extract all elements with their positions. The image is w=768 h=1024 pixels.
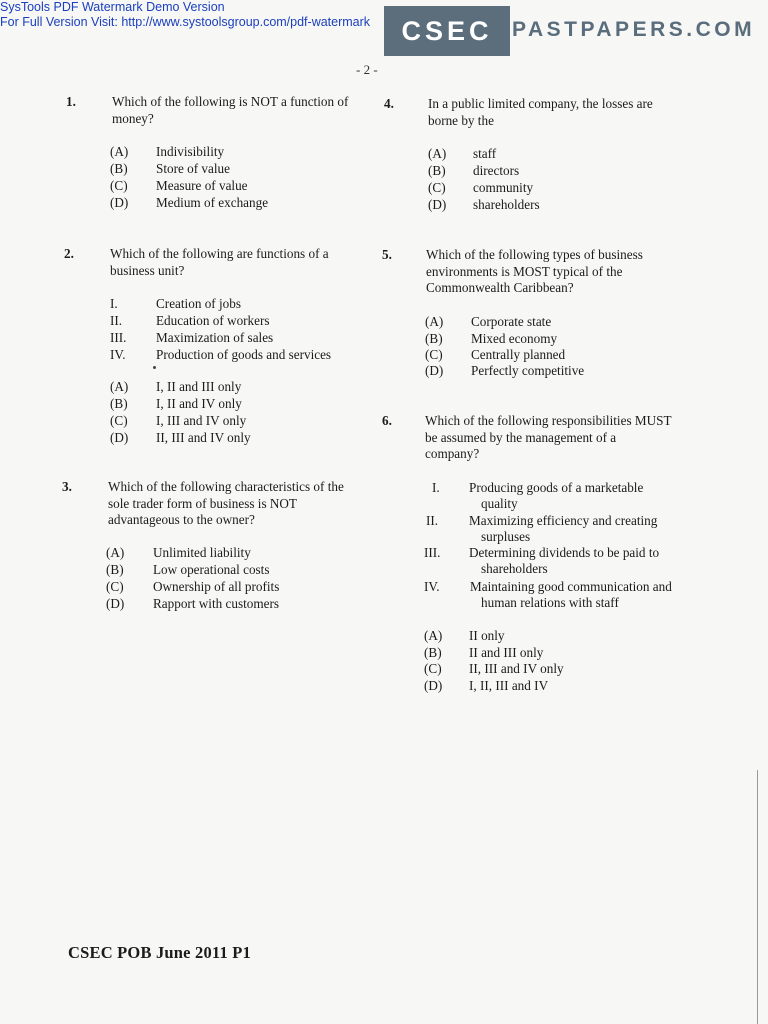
statement-label: IV. — [424, 579, 440, 594]
option-text: community — [473, 180, 534, 195]
option-text: Unlimited liability — [153, 545, 251, 560]
stem-line: business unit? — [110, 262, 185, 278]
option-text: Centrally planned — [471, 347, 566, 362]
option-label: (C) — [425, 347, 443, 362]
option-label: (B) — [110, 396, 128, 411]
statement-text-cont: shareholders — [481, 561, 548, 576]
question-number: 6. — [382, 413, 392, 428]
question-4 — [384, 96, 684, 216]
statement-label: I. — [110, 296, 118, 311]
stem-line: Which of the following types of business — [426, 247, 643, 262]
option-text: I, II, III and IV — [469, 678, 549, 693]
statement-text: Maintaining good communication and — [470, 579, 672, 594]
option-text: Rapport with customers — [153, 596, 279, 611]
stem-line: Which of the following is NOT a function of — [112, 94, 349, 109]
statement-text: Education of workers — [156, 313, 270, 328]
question-1 — [66, 94, 366, 214]
brand-logo — [384, 6, 768, 56]
option-label: (D) — [106, 596, 125, 611]
option-text: Measure of value — [156, 178, 248, 193]
stem-line: environments is MOST typical of the — [426, 263, 623, 279]
watermark-line-1: SysTools PDF Watermark Demo Version — [0, 0, 225, 14]
option-text: staff — [473, 146, 497, 161]
option-text: II, III and IV only — [156, 430, 251, 445]
stem-line: advantageous to the owner? — [108, 512, 255, 527]
question-stem — [108, 479, 344, 529]
question-stem — [428, 96, 653, 129]
option-text: II, III and IV only — [469, 661, 564, 676]
stem-line: borne by the — [428, 112, 494, 128]
option-label: (D) — [424, 678, 443, 693]
option-text: I, II and IV only — [156, 396, 242, 411]
stem-line: money? — [112, 110, 154, 126]
option-label: (C) — [110, 413, 128, 428]
option-text: Indivisibility — [156, 144, 225, 159]
option-text: Perfectly competitive — [471, 363, 585, 378]
option-label: (C) — [428, 180, 446, 195]
stem-line: Which of the following characteristics of the — [108, 479, 344, 494]
question-stem — [110, 246, 329, 279]
watermark-banner — [0, 0, 370, 30]
question-3 — [62, 479, 362, 619]
stem-line: sole trader form of business is NOT — [108, 495, 297, 511]
stray-mark — [153, 366, 156, 369]
statement-text: Creation of jobs — [156, 296, 241, 311]
statement-label: III. — [424, 545, 441, 560]
option-label: (D) — [110, 195, 129, 210]
brand-logo-text: PASTPAPERS.COM — [512, 18, 756, 41]
option-label: (B) — [110, 161, 128, 176]
option-text: Store of value — [156, 161, 230, 176]
statement-label: I. — [432, 480, 440, 495]
question-5 — [382, 247, 682, 387]
question-number: 4. — [384, 96, 394, 111]
option-text: shareholders — [473, 197, 540, 212]
option-label: (C) — [424, 661, 442, 676]
exam-footer: CSEC POB June 2011 P1 — [68, 943, 251, 962]
option-label: (A) — [110, 379, 129, 394]
option-label: (C) — [110, 178, 128, 193]
statement-text-cont: human relations with staff — [481, 595, 619, 610]
watermark-line-2: For Full Version Visit: http://www.systoolsgroup.com/pdf-watermark — [0, 15, 371, 29]
option-text: II and III only — [469, 645, 544, 660]
statement-text: Production of goods and services — [156, 347, 332, 362]
option-label: (D) — [110, 430, 129, 445]
statement-text-cont: surpluses — [481, 529, 531, 544]
question-number: 1. — [66, 94, 76, 109]
statement-label: II. — [426, 513, 439, 528]
scan-edge-line — [757, 770, 758, 1024]
option-text: Corporate state — [471, 314, 552, 329]
statement-label: IV. — [110, 347, 126, 362]
statement-label: II. — [110, 313, 123, 328]
option-label: (D) — [425, 363, 444, 378]
option-label: (B) — [428, 163, 446, 178]
option-text: I, III and IV only — [156, 413, 247, 428]
option-label: (B) — [106, 562, 124, 577]
question-6 — [382, 413, 682, 703]
statement-text: Maximizing efficiency and creating — [469, 513, 658, 528]
option-label: (A) — [428, 146, 447, 161]
statement-text: Determining dividends to be paid to — [469, 545, 660, 560]
question-number: 2. — [64, 246, 74, 261]
stem-line: Commonwealth Caribbean? — [426, 280, 574, 295]
option-text: Mixed economy — [471, 331, 558, 346]
stem-line: be assumed by the management of a — [425, 429, 617, 445]
stem-line: Which of the following responsibilities MUST — [425, 413, 672, 428]
question-stem — [426, 247, 643, 297]
brand-logo-box: CSEC — [384, 6, 510, 56]
statement-text-cont: quality — [481, 496, 518, 511]
statement-label: III. — [110, 330, 127, 345]
option-label: (C) — [106, 579, 124, 594]
stem-line: In a public limited company, the losses are — [428, 96, 653, 111]
question-number: 5. — [382, 247, 392, 262]
option-text: I, II and III only — [156, 379, 242, 394]
option-label: (B) — [425, 331, 443, 346]
option-label: (A) — [424, 628, 443, 643]
statement-text: Producing goods of a marketable — [469, 480, 644, 495]
option-text: directors — [473, 163, 520, 178]
question-stem — [112, 94, 348, 127]
stem-line: Which of the following are functions of a — [110, 246, 329, 261]
option-text: Medium of exchange — [156, 195, 269, 210]
option-text: II only — [469, 628, 505, 643]
question-stem — [425, 413, 672, 463]
option-label: (B) — [424, 645, 442, 660]
option-label: (D) — [428, 197, 447, 212]
option-label: (A) — [425, 314, 444, 329]
page-number: - 2 - — [356, 62, 378, 77]
question-number: 3. — [62, 479, 72, 494]
option-text: Low operational costs — [153, 562, 270, 577]
statement-text: Maximization of sales — [156, 330, 274, 345]
option-text: Ownership of all profits — [153, 579, 280, 594]
option-label: (A) — [110, 144, 129, 159]
stem-line: company? — [425, 446, 480, 461]
question-2 — [64, 246, 364, 446]
option-label: (A) — [106, 545, 125, 560]
